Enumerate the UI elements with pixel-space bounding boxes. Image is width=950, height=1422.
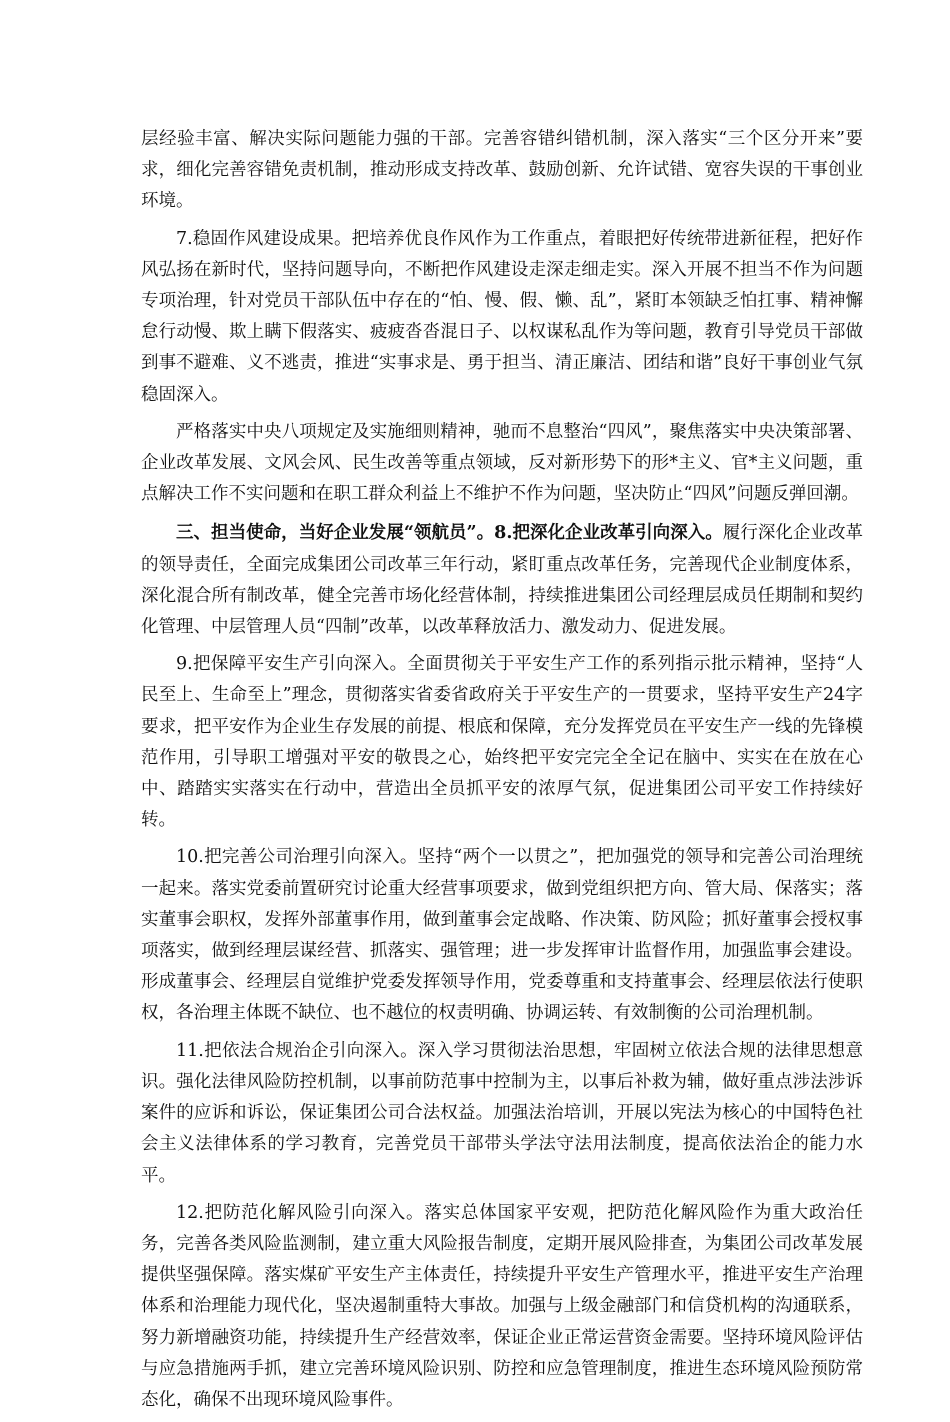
document-page bbox=[141, 124, 863, 1422]
paragraph-text: 12.把防范化解风险引向深入。落实总体国家平安观，把防范化解风险作为重大政治任务，完善各类风险监测制，建立重大风险报告制度，定期开展风险排查，为集团公司改革发展提供坚强保障。落实煤矿平安生产主体责任，持续提升平安生产管理水平，推进平安生产治理体系和治理能力现代化，坚决遏制重特大事故。加强与上级金融部门和信贷机构的沟通联系，努力新增融资功能，持续提升生产经营效率，保证企业正常运营资金需要。坚持环境风险评估与应急措施两手抓，建立完善环境风险识别、防控和应急管理制度，推进生态环境风险预防常态化，确保不出现环境风险事件。 bbox=[141, 1202, 863, 1410]
paragraph-item-7 bbox=[141, 224, 863, 411]
paragraph-item-10 bbox=[141, 842, 863, 1029]
paragraph-text: 11.把依法合规治企引向深入。深入学习贯彻法治思想，牢固树立依法合规的法律思想意识。强化法律风险防控机制，以事前防范事中控制为主，以事后补救为辅，做好重点涉法涉诉案件的应诉和诉讼，保证集团公司合法权益。加强法治培训，开展以宪法为核心的中国特色社会主义法律体系的学习教育，完善党员干部带头学法守法用法制度，提高依法治企的能力水平。 bbox=[141, 1040, 863, 1186]
paragraph-text: 层经验丰富、解决实际问题能力强的干部。完善容错纠错机制，深入落实“三个区分开来”要求，细化完善容错免责机制，推动形成支持改革、鼓励创新、允许试错、宽容失误的干事创业环境。 bbox=[141, 129, 863, 212]
paragraph-section-three bbox=[141, 518, 863, 643]
paragraph-continuation bbox=[141, 124, 863, 218]
paragraph-text: 严格落实中央八项规定及实施细则精神，驰而不息整治“四风”，聚焦落实中央决策部署、企业改革发展、文风会风、民生改善等重点领域，反对新形势下的形*主义、官*主义问题，重点解决工作不实问题和在职工群众利益上不维护不作为问题，坚决防止“四风”问题反弹回潮。 bbox=[141, 421, 863, 505]
paragraph-text: 7.稳固作风建设成果。把培养优良作风作为工作重点，着眼把好传统带进新征程，把好作风弘扬在新时代，坚持问题导向，不断把作风建设走深走细走实。深入开展不担当不作为问题专项治理，针对党员干部队伍中存在的“怕、慢、假、懒、乱”，紧盯本领缺乏怕扛事、精神懈怠行动慢、欺上瞒下假落实、疲疲沓沓混日子、以权谋私乱作为等问题，教育引导党员干部做到事不避难、义不逃责，推进“实事求是、勇于担当、清正廉洁、团结和谐”良好干事创业气氛稳固深入。 bbox=[141, 228, 863, 405]
paragraph-item-12 bbox=[141, 1198, 863, 1416]
paragraph-text: 9.把保障平安生产引向深入。全面贯彻关于平安生产工作的系列指示批示精神，坚持“人民至上、生命至上”理念，贯彻落实省委省政府关于平安生产的一贯要求，坚持平安生产24字要求，把平安作为企业生存发展的前提、根底和保障，充分发挥党员在平安生产一线的先锋模范作用，引导职工增强对平安的敬畏之心，始终把平安完完全全记在脑中、实实在在放在心中、踏踏实实落实在行动中，营造出全员抓平安的浓厚气氛，促进集团公司平安工作持续好转。 bbox=[141, 654, 863, 831]
paragraph-item-11 bbox=[141, 1036, 863, 1192]
paragraph-text: 履行深化企业改革的领导责任，全面完成集团公司改革三年行动，紧盯重点改革任务，完善现代企业制度体系，深化混合所有制改革，健全完善市场化经营体制，持续推进集团公司经理层成员任期制和契约化管理、中层管理人员“四制”改革，以改革释放活力、激发动力、促进发展。 bbox=[141, 523, 863, 638]
paragraph-four-winds bbox=[141, 417, 863, 511]
paragraph-item-9 bbox=[141, 649, 863, 836]
paragraph-text: 10.把完善公司治理引向深入。坚持“两个一以贯之”，把加强党的领导和完善公司治理统一起来。落实党委前置研究讨论重大经营事项要求，做到党组织把方向、管大局、保落实；落实董事会职权，发挥外部董事作用，做到董事会定战略、作决策、防风险；抓好董事会授权事项落实，做到经理层谋经营、抓落实、强管理；进一步发挥审计监督作用，加强监事会建设。形成董事会、经理层自觉维护党委发挥领导作用，党委尊重和支持董事会、经理层依法行使职权，各治理主体既不缺位、也不越位的权责明确、协调运转、有效制衡的公司治理机制。 bbox=[141, 847, 863, 1024]
section-heading: 三、担当使命，当好企业发展“领航员”。8.把深化企业改革引向深入。 bbox=[176, 523, 723, 544]
